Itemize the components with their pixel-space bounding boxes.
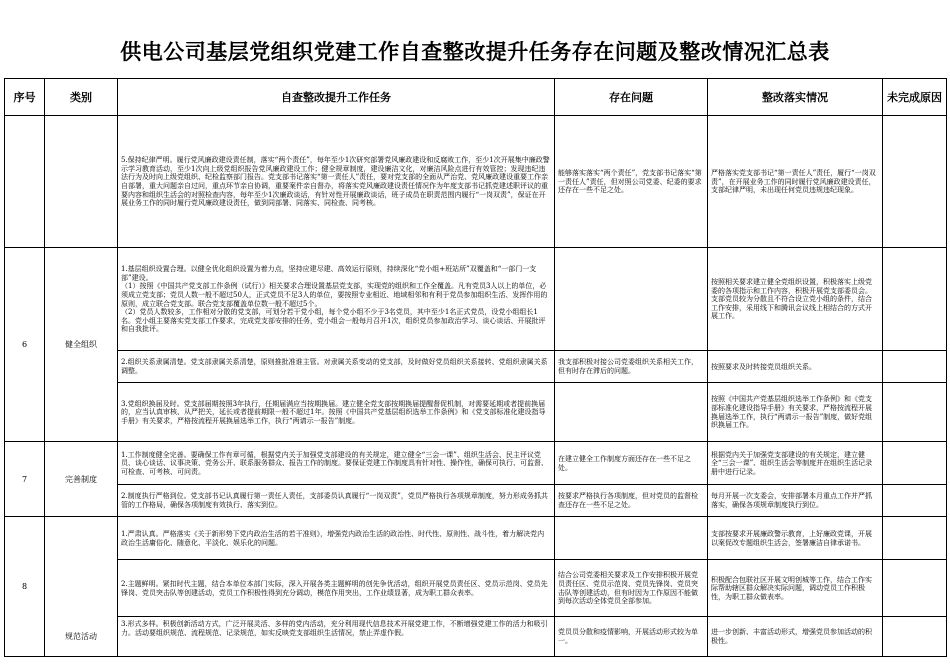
category-cell: 完善制度 — [45, 442, 118, 517]
seq-cell: 8 — [5, 517, 45, 657]
problem-cell: 结合公司党委相关要求及工作安排积极开展党员责任区、党员示范岗、党员先锋岗、党员突击队等创建活动，但有时因为工作原因不能做到每次活动全体党员全部参加。 — [555, 560, 708, 617]
table-row — [5, 351, 947, 383]
task-cell: 3.党组织换届及时。党支部届期按照3年执行，任期届满应当按期换届。建立健全党支部按期换届提醒督促机制，对需要延期或者提前换届的，应当认真审核、从严把关，延长或者提前期限一般不超过1年。按照《中国共产党基层组织选举工作条例》和《党支部标准化建设指导手册》有关要求，严格按流程开展换届选举工作，执行“两请示一报告”制度。 — [118, 383, 555, 442]
table-row — [5, 560, 947, 617]
rectify-cell: 根据党内关于加强党支部建设的有关规定，建立健全“三会一课”、组织生活会等制度并在组织生活记录册中进行记录。 — [708, 442, 883, 485]
reason-cell — [883, 517, 947, 560]
table-header-row — [5, 79, 947, 116]
task-cell: 3.形式多样。积极创新活动方式，广泛开展灵活、多样的党内活动，充分利用现代信息技术开展党建工作，不断增强党建工作的活力和吸引力。活动要组织规范、流程规范、记录规范，如实反映党支部组织生活情况，禁止弄虚作假。 — [118, 617, 555, 657]
rectify-cell: 进一步创新、丰富活动形式，增强党员参加活动的积极性。 — [708, 617, 883, 657]
problem-cell: 能够落实落实“两个责任”，党支部书记落实“第一责任人”责任，但对照公司党委、纪委的要求还存在一些不足之处。 — [555, 116, 708, 248]
seq-cell — [5, 116, 45, 248]
task-cell: 1.严肃认真。严格落实《关于新形势下党内政治生活的若干准则》，增强党内政治生活的政治性、时代性、原则性、战斗性，着力解决党内政治生活庸俗化、随意化、平淡化、娱乐化的问题。 — [118, 517, 555, 560]
problem-cell: 党员员分散和疫情影响，开展活动形式较为单一。 — [555, 617, 708, 657]
seq-cell: 6 — [5, 248, 45, 442]
rectify-cell: 每月开展一次支委会，安排部署本月重点工作并严抓落实，确保各项规章制度执行到位。 — [708, 485, 883, 517]
header-seq: 序号 — [5, 79, 45, 116]
header-rectify: 整改落实情况 — [708, 79, 883, 116]
header-category: 类别 — [45, 79, 118, 116]
rectify-cell: 严格落实党支部书记“第一责任人”责任，履行“一岗双责”，在开展业务工作的同时履行党风廉政建设责任，支部纪律严明，未出现任何党员违规违纪现象。 — [708, 116, 883, 248]
table-row — [5, 517, 947, 560]
table-row — [5, 485, 947, 517]
category-cell: 规范活动 — [45, 517, 118, 657]
rectify-cell: 按照相关要求建立健全党组织设置，积极落实上级党委的各项指示和工作内容，积极开展党支部委员会。支部党员较为分散且不符合设立党小组的条件，结合工作安排，采用线下和腾讯会议线上相结合的方式开展工作。 — [708, 248, 883, 351]
problem-cell: 按要求严格执行各项制度，但对党员的监督检查还存在一些不足之处。 — [555, 485, 708, 517]
table-row — [5, 442, 947, 485]
seq-cell: 7 — [5, 442, 45, 517]
reason-cell — [883, 442, 947, 485]
rectify-cell: 支部按要求开展廉政警示教育，上好廉政党课，开展以案促改专题组织生活会，签署廉洁自律承诺书。 — [708, 517, 883, 560]
reason-cell — [883, 116, 947, 248]
header-task: 自查整改提升工作任务 — [118, 79, 555, 116]
reason-cell — [883, 351, 947, 383]
reason-cell — [883, 485, 947, 517]
problem-cell — [555, 248, 708, 351]
problem-cell: 我支部积极对接公司党委组织关系相关工作，但有时存在滞后的问题。 — [555, 351, 708, 383]
header-reason: 未完成原因 — [883, 79, 947, 116]
task-cell: 2.制度执行严格到位。党支部书记认真履行第一责任人责任，支部委员认真履行“一岗双责”，党员严格执行各项规章制度，努力形成务抓共管的工作格局，确保各项制度有效执行、落实到位。 — [118, 485, 555, 517]
page-title: 供电公司基层党组织党建工作自查整改提升任务存在问题及整改情况汇总表 — [120, 40, 830, 64]
category-cell — [45, 116, 118, 248]
rectify-cell: 按照《中国共产党基层组织选举工作条例》和《党支部标准化建设指导手册》有关要求，严格按流程开展换届选举工作，执行“两请示一报告”制度，做好党组织换届工作。 — [708, 383, 883, 442]
table-row — [5, 383, 947, 442]
header-problem: 存在问题 — [555, 79, 708, 116]
rectify-cell: 积极配合包联社区开展文明创城等工作，结合工作实际帮助辖区群众解决实际问题，调动党员工作积极性，为职工群众做表率。 — [708, 560, 883, 617]
rectify-cell: 按照要求及时转接党员组织关系。 — [708, 351, 883, 383]
task-cell: 2.主题鲜明。紧扣时代主题，结合本单位本部门实际，深入开展各类主题鲜明的创先争优活动，组织开展党员责任区、党员示范岗、党员先锋岗、党员突击队等创建活动，党员工作积极性得到充分调动，模范作用突出，工作业绩显著，成为职工群众表率。 — [118, 560, 555, 617]
task-cell: 5.保持纪律严明。履行党风廉政建设责任制，落实“两个责任”，每年至少1次研究部署党风廉政建设和反腐败工作，至少1次开展集中廉政警示学习教育活动，至少1次向上级党组织报告党风廉政建设工作；健全规章制度，建设廉洁文化，对廉洁风险点进行有效管控；发现违纪违法行为及时向上级党组织、纪检监察部门报告。党支部书记落实“第一责任人”责任，要对党支部的全面从严治党、党风廉政建设重要工作亲自部署，重大问题亲自过问，重点环节亲自协调，重要案件亲自督办，将落实党风廉政建设责任情况作为年度支部书记抓党建述职评议的重要内容和组织生活会的对照检查内容，每年至少1次廉政谈话，有针对性开展廉政谈话，班子成员在职责范围内履行“一岗双责”，保证在开展业务工作的同时履行党风廉政建设责任，做到同部署、同落实、同检查、同考核。 — [118, 116, 555, 248]
reason-cell — [883, 560, 947, 617]
table-row — [5, 248, 947, 351]
reason-cell — [883, 617, 947, 657]
problem-cell: 在建立健全工作制度方面还存在一些不足之处。 — [555, 442, 708, 485]
table-row — [5, 116, 947, 248]
task-cell: 2.组织关系隶属清楚。党支部隶属关系清楚，原则推批准谁主管。对隶属关系变动的党支部，及时做好党员组织关系接转、党组织隶属关系调整。 — [118, 351, 555, 383]
table-row — [5, 617, 947, 657]
reason-cell — [883, 248, 947, 351]
summary-table — [4, 78, 947, 657]
problem-cell — [555, 517, 708, 560]
task-cell: 1.工作制度健全完善。要确保工作有章可循，根据党内关于加强党支部建设的有关规定，建立健全“三会一课”、组织生活会、民主评议党员、谈心谈话、议事决策、党务公开、联系服务群众、报告工作的制度。要保证党建工作制度具有针对性、操作性，确保可执行、可监督、可检查、可考核、可问责。 — [118, 442, 555, 485]
task-cell: 1.基层组织设置合理。以健全优化组织设置为着力点，坚持应建尽建、高效运行原则，持续深化“党小组+班站所”双覆盖和“一部门一支部”建设。 （1）按照《中国共产党支部工作条例（试行）》相关要求合理设置基层党支部，实现党的组织和工作全覆盖。凡有党员3人以上的单位，必须成立党支部；党员人数一般不超过50人，正式党员不足3人的单位，要按照专业相近、地域相邻和有利于党员参加组织生活、发挥作用的原则，成立联合党支部。联合党支部覆盖单位数一般不超过5个。 （2）党员人数较多，工作相对分散的党支部，可划分若干党小组，每个党小组不少于3名党员，其中至少1名正式党员，设党小组组长1名。党小组主要落实党支部工作要求，完成党支部安排的任务，党小组会一般每月召开1次，组织党员参加政治学习、谈心谈话、开展批评和自我批评。 — [118, 248, 555, 351]
reason-cell — [883, 383, 947, 442]
category-cell: 健全组织 — [45, 248, 118, 442]
problem-cell — [555, 383, 708, 442]
